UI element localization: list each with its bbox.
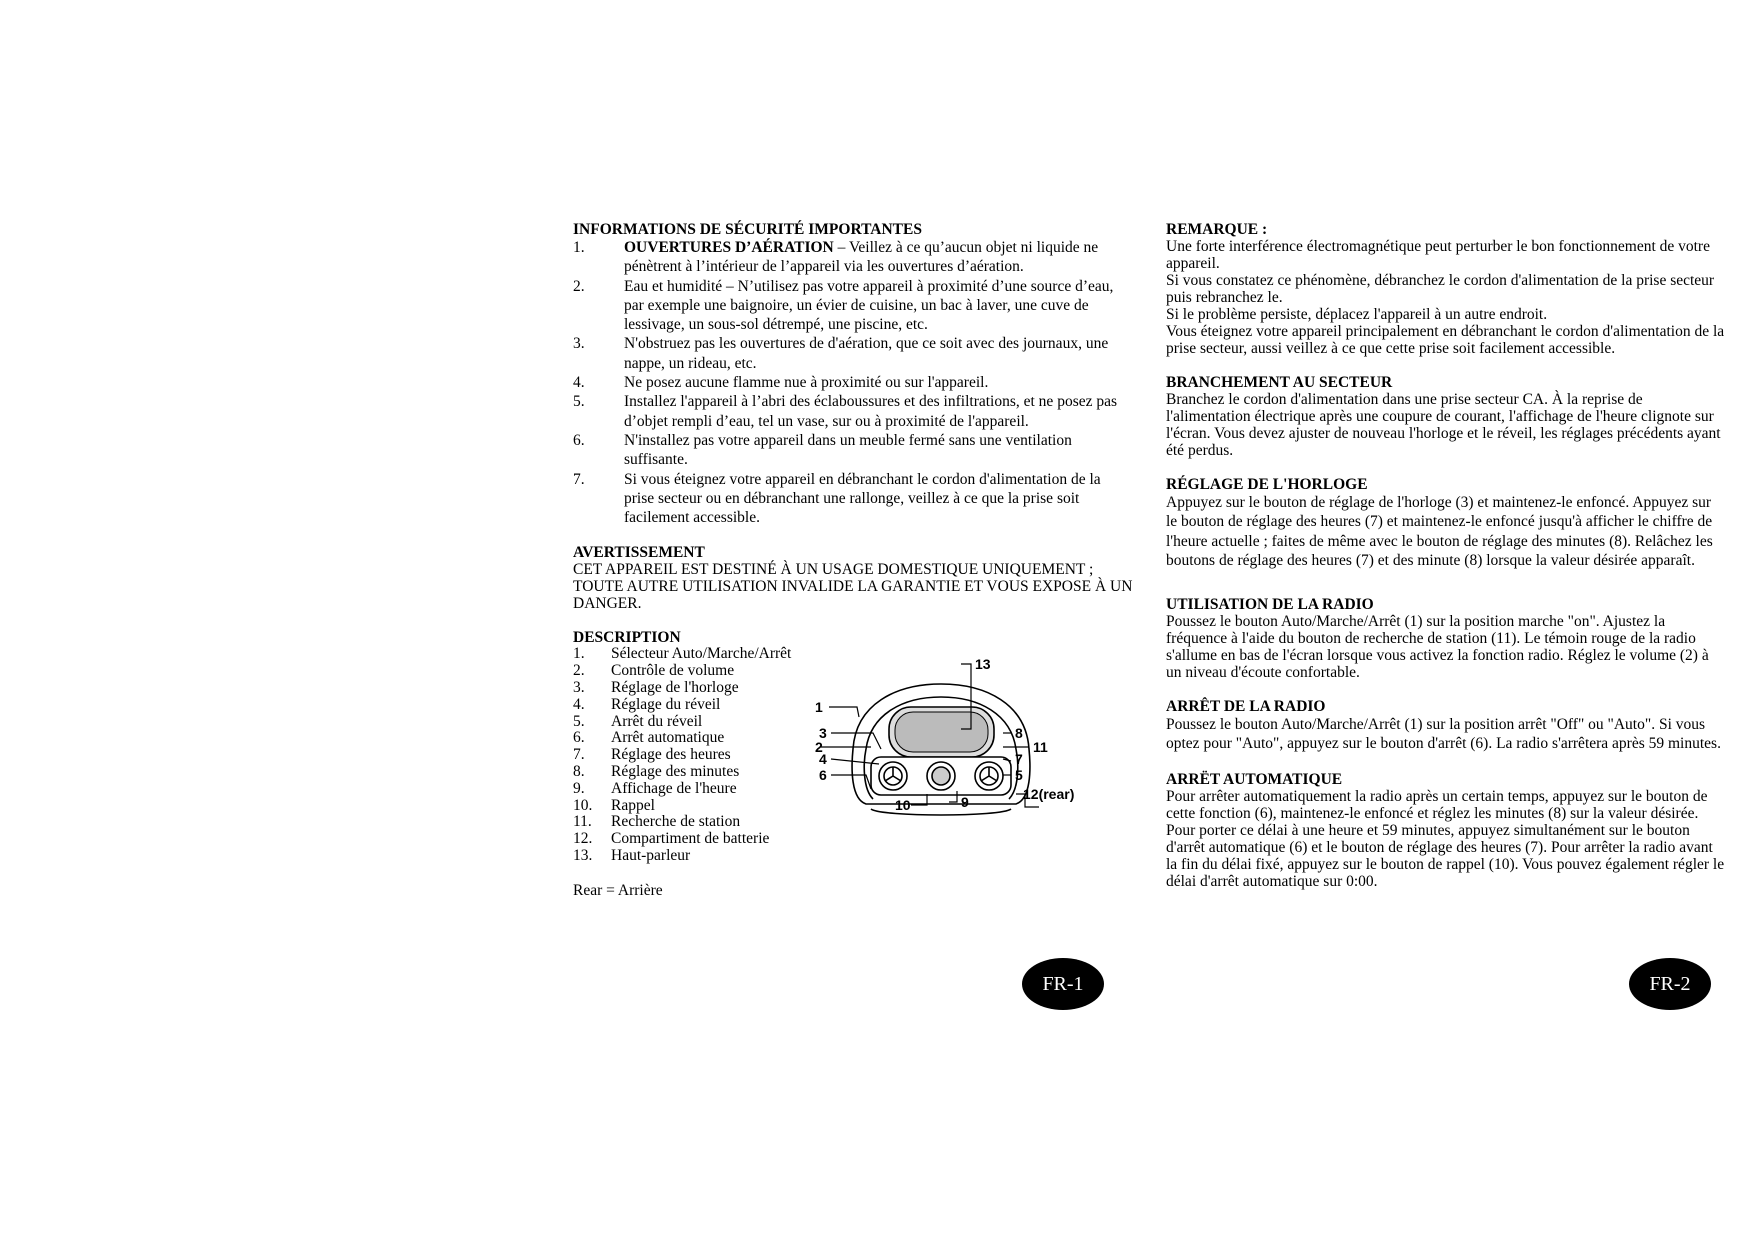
remarque-section xyxy=(1166,221,1726,357)
list-item xyxy=(573,392,1133,431)
list-item xyxy=(573,334,1133,373)
item-label: Réglage du réveil xyxy=(611,695,721,713)
item-label: Contrôle de volume xyxy=(611,662,735,680)
list-item xyxy=(573,431,1133,470)
item-number: 10. xyxy=(573,796,593,814)
remarque-line: Vous éteignez votre appareil principalement en débranchant le cordon d'alimentation de la prise secteur, aussi veillez à ce que cette prise soit facilement accessible. xyxy=(1166,323,1725,357)
item-text: N'obstruez pas les ouvertures de d'aération, que ce soit avec des journaux, une nappe, un rideau, etc. xyxy=(624,335,1109,372)
branchement-title: BRANCHEMENT AU SECTEUR xyxy=(1166,374,1393,391)
horloge-text: Appuyez sur le bouton de réglage de l'horloge (3) et maintenez-le enfoncé. Appuyez sur le bouton de réglage des heures (7) et maintenez-le enfoncé jusqu'à afficher le chiffre de l'heure actuelle ; faites de même avec le bouton de réglage des minutes (8). Relâchez les boutons de réglage des heures (7) et des minute (8) lorsque la valeur désirée apparaît. xyxy=(1166,494,1713,569)
item-label: Arrêt du réveil xyxy=(611,712,703,730)
item-label: Haut-parleur xyxy=(611,847,691,865)
warning-title: AVERTISSEMENT xyxy=(573,544,705,562)
list-item xyxy=(573,277,1133,335)
remarque-line: Si le problème persiste, déplacez l'appareil à un autre endroit. xyxy=(1166,306,1548,323)
arret-auto-title: ARRËT AUTOMATIQUE xyxy=(1166,770,1343,788)
safety-section xyxy=(573,221,1133,527)
description-title: DESCRIPTION xyxy=(573,629,681,647)
item-number: 8. xyxy=(573,763,585,781)
page-number-badge-right: FR-2 xyxy=(1629,958,1711,1010)
right-page xyxy=(1166,221,1726,907)
radio-text: Poussez le bouton Auto/Marche/Arrêt (1) sur la position marche "on". Ajustez la fréquence à l'aide du bouton de recherche de station (11). Le témoin rouge de la radio s'allume en bas de l'écran lorsque vous activez la fonction radio. Réglez le volume (2) à un niveau d'écoute confortable. xyxy=(1166,613,1709,682)
arret-radio-section xyxy=(1166,698,1726,754)
item-text: N'installez pas votre appareil dans un meuble fermé sans une ventilation suffisante. xyxy=(624,431,1072,469)
remarque-title: REMARQUE : xyxy=(1166,221,1268,238)
item-number: 2. xyxy=(573,277,585,295)
item-number: 7. xyxy=(573,746,585,764)
item-number: 6. xyxy=(573,431,585,449)
callout-4: 4 xyxy=(819,751,827,768)
item-label: Réglage de l'horloge xyxy=(611,679,739,697)
item-text: Ne posez aucune flamme nue à proximité ou sur l'appareil. xyxy=(624,374,989,392)
list-item xyxy=(573,238,1133,277)
callout-11: 11 xyxy=(1033,739,1048,756)
list-item xyxy=(573,470,1133,528)
item-number: 2. xyxy=(573,662,585,680)
warning-section xyxy=(573,544,1133,612)
safety-title: INFORMATIONS DE SÉCURITÉ IMPORTANTES xyxy=(573,221,922,238)
callout-2: 2 xyxy=(815,739,823,756)
radio-title: UTILISATION DE LA RADIO xyxy=(1166,596,1374,614)
item-number: 1. xyxy=(573,645,585,663)
item-number: 5. xyxy=(573,712,585,730)
item-number: 5. xyxy=(573,393,585,411)
callout-6: 6 xyxy=(819,767,827,784)
item-label: Rappel xyxy=(611,796,655,814)
item-number: 4. xyxy=(573,374,585,392)
arret-radio-text: Poussez le bouton Auto/Marche/Arrêt (1) sur la position arrêt "Off" ou "Auto". Si vous optez pour "Auto", appuyez sur le bouton d'arrêt (6). La radio s'arrêtera après 59 minutes. xyxy=(1166,716,1721,753)
item-number: 1. xyxy=(573,239,585,256)
callout-10: 10 xyxy=(895,797,911,814)
description-section xyxy=(573,629,1133,898)
item-number: 9. xyxy=(573,779,585,797)
callout-7: 7 xyxy=(1015,751,1023,768)
horloge-section xyxy=(1166,476,1726,570)
callout-9: 9 xyxy=(961,794,969,811)
list-item xyxy=(573,848,1133,865)
item-label: Réglage des minutes xyxy=(611,763,740,781)
warning-text: CET APPAREIL EST DESTINÉ À UN USAGE DOMESTIQUE UNIQUEMENT ; TOUTE AUTRE UTILISATION INVALIDE LA GARANTIE ET VOUS EXPOSE À UN DANGER. xyxy=(573,561,1133,613)
item-text: Si vous éteignez votre appareil en débranchant le cordon d'alimentation de la prise secteur ou en débranchant une rallonge, veillez à ce que la prise soit facilement accessible. xyxy=(624,470,1101,527)
item-text: – Veillez à ce qu’aucun objet ni liquide ne pénètrent à l’intérieur de l’appareil via les ouvertures d’aération. xyxy=(624,239,1099,276)
radio-section xyxy=(1166,596,1726,681)
radio-diagram xyxy=(811,649,1101,839)
item-label: Compartiment de batterie xyxy=(611,830,770,848)
list-item xyxy=(573,373,1133,392)
item-number: 13. xyxy=(573,847,593,865)
item-label: Affichage de l'heure xyxy=(611,779,737,797)
item-bold-label: OUVERTURES D’AÉRATION xyxy=(624,239,834,256)
callout-12: 12(rear) xyxy=(1023,786,1075,803)
item-label: Recherche de station xyxy=(611,813,741,831)
branchement-text: Branchez le cordon d'alimentation dans une prise secteur CA. À la reprise de l'alimentation électrique après une coupure de courant, l'affichage de l'heure clignote sur l'écran. Vous devez ajuster de nouveau l'horloge et le réveil, les réglages précédents ayant été perdus. xyxy=(1166,391,1721,459)
arret-radio-title: ARRÊT DE LA RADIO xyxy=(1166,698,1326,716)
radio-illustration xyxy=(852,684,1030,815)
item-number: 11. xyxy=(573,813,592,831)
rear-note: Rear = Arrière xyxy=(573,881,663,899)
callout-5: 5 xyxy=(1015,767,1023,784)
item-text: Eau et humidité – N’utilisez pas votre appareil à proximité d’une source d’eau, par exemple une baignoire, un évier de cuisine, un bac à laver, une cuve de lessivage, un sous-sol détrempé, une piscine, etc. xyxy=(624,277,1114,334)
callout-8: 8 xyxy=(1015,725,1023,742)
horloge-title: RÉGLAGE DE L'HORLOGE xyxy=(1166,476,1368,493)
item-number: 6. xyxy=(573,729,585,747)
item-number: 12. xyxy=(573,830,593,848)
item-text: Installez l'appareil à l’abri des éclaboussures et des infiltrations, et ne posez pas d’objet rempli d’eau, tel un vase, sur ou à proximité de l'appareil. xyxy=(624,393,1118,430)
branchement-section xyxy=(1166,374,1726,459)
callout-3: 3 xyxy=(819,725,827,742)
item-number: 7. xyxy=(573,470,585,488)
arret-auto-text: Pour arrêter automatiquement la radio après un certain temps, appuyez sur le bouton de cette fonction (6), maintenez-le enfoncé et réglez les minutes (8) sur la valeur désirée. Pour porter ce délai à une heure et 59 minutes, appuyez simultanément sur le bouton d'arrêt automatique (6) et le bouton de réglage des heures (7). Pour arrêter la radio avant la fin du délai fixé, appuyez sur le bouton de rappel (10). Vous pouvez également régler le délai d'arrêt automatique sur 0:00. xyxy=(1166,787,1725,890)
item-number: 4. xyxy=(573,695,585,713)
remarque-line: Une forte interférence électromagnétique peut perturber le bon fonctionnement de votre appareil. xyxy=(1166,238,1710,272)
item-label: Réglage des heures xyxy=(611,746,731,764)
page-number-badge-left: FR-1 xyxy=(1022,958,1104,1010)
callout-13: 13 xyxy=(975,656,991,673)
callout-1: 1 xyxy=(815,699,823,716)
item-number: 3. xyxy=(573,335,585,353)
arret-auto-section xyxy=(1166,771,1726,890)
item-number: 3. xyxy=(573,679,585,697)
remarque-line: Si vous constatez ce phénomène, débranchez le cordon d'alimentation de la prise secteur puis rebranchez le. xyxy=(1166,272,1715,306)
left-page xyxy=(573,221,1133,899)
item-label: Arrêt automatique xyxy=(611,729,725,747)
safety-list xyxy=(573,238,1133,527)
item-label: Sélecteur Auto/Marche/Arrêt xyxy=(611,645,792,663)
